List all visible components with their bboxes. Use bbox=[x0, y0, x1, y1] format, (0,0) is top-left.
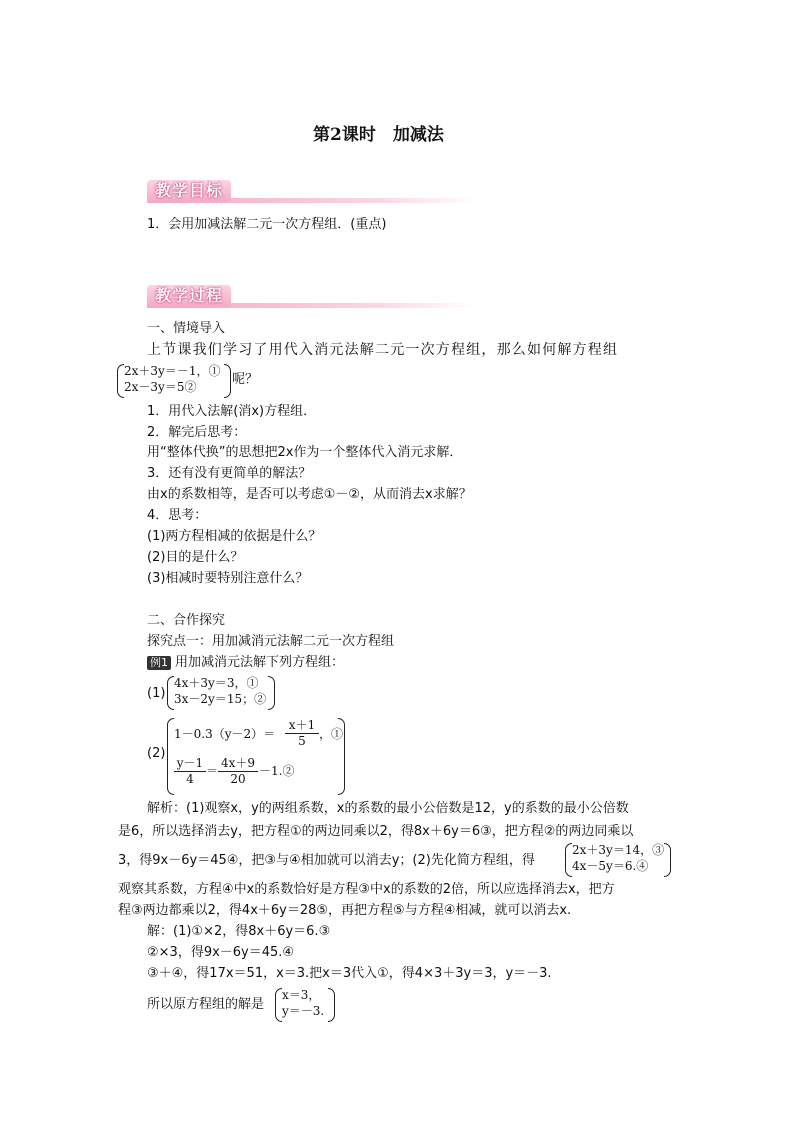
fraction bbox=[285, 718, 319, 749]
question-4-c: (3)相减时要特别注意什么？ bbox=[147, 571, 309, 586]
right-brace bbox=[224, 364, 231, 398]
teaching-process-banner bbox=[147, 285, 475, 311]
solution-y: y＝－3. bbox=[282, 1004, 325, 1018]
question-1: 1．用代入法解(消x)方程组． bbox=[147, 404, 317, 419]
system-tail: 呢？ bbox=[232, 372, 259, 387]
question-3: 3．还有没有更简单的解法？ bbox=[147, 466, 312, 481]
section-heading-intro: 一、情境导入 bbox=[147, 321, 226, 336]
fraction bbox=[174, 756, 206, 787]
solution-line-3: ③＋④，得17x＝51，x＝3.把x＝3代入①，得4×3＋3y＝3，y＝－3. bbox=[147, 966, 552, 981]
fraction-numerator: 4x＋9 bbox=[218, 756, 258, 772]
section-heading-explore: 二、合作探究 bbox=[147, 613, 226, 628]
fraction-denominator: 4 bbox=[186, 772, 194, 786]
left-brace bbox=[117, 364, 124, 398]
analysis-line-1: 解析：(1)观察x，y的两组系数，x的系数的最小公倍数是12，y的系数的最小公倍数 bbox=[147, 801, 629, 816]
problem-2-eq2-tail: －1.② bbox=[259, 764, 295, 778]
example-line bbox=[147, 654, 344, 672]
analysis-system-eq1: 2x＋3y＝14，③ bbox=[572, 843, 665, 857]
question-4-b: (2)目的是什么？ bbox=[147, 550, 244, 565]
explore-point: 探究点一：用加减消元法解二元一次方程组 bbox=[147, 634, 395, 649]
analysis-line-3: 3，得9x－6y＝45④，把③与④相加就可以消去y；(2)先化简方程组，得 bbox=[118, 853, 535, 868]
banner-label: 教学过程 bbox=[147, 285, 231, 307]
solution-x: x＝3， bbox=[282, 988, 321, 1002]
fraction-numerator: y－1 bbox=[174, 756, 206, 772]
problem-2-eq1-left: 1－0.3（y－2）＝ bbox=[174, 727, 276, 741]
analysis-line-4: 观察其系数，方程④中x的系数恰好是方程③中x的系数的2倍，所以应选择消去x，把方 bbox=[118, 882, 615, 897]
question-2: 2．解完后思考： bbox=[147, 425, 247, 440]
equals-sign: ＝ bbox=[206, 764, 219, 778]
question-4-a: (1)两方程相减的依据是什么？ bbox=[147, 529, 322, 544]
question-3-text: 由x的系数相等，是否可以考虑①－②，从而消去x求解？ bbox=[147, 487, 472, 502]
left-brace bbox=[167, 676, 174, 710]
problem-2-eq1-tail: ，① bbox=[319, 727, 344, 741]
problem-1-eq2: 3x－2y＝15；② bbox=[174, 692, 267, 706]
analysis-line-2: 是6，所以选择消去y，把方程①的两边同乘以2，得8x＋6y＝6③，把方程②的两边同乘以 bbox=[118, 824, 634, 839]
left-brace bbox=[565, 843, 572, 877]
fraction-denominator: 5 bbox=[298, 734, 306, 748]
fraction-numerator: x＋1 bbox=[285, 718, 319, 734]
problem-2-label: (2) bbox=[147, 746, 166, 761]
banner-label: 教学目标 bbox=[147, 180, 231, 202]
solution-line-4: 所以原方程组的解是 bbox=[147, 997, 265, 1012]
left-brace bbox=[275, 988, 282, 1022]
example-badge: 例1 bbox=[147, 656, 171, 670]
goal-item: 1．会用加减法解二元一次方程组．(重点) bbox=[147, 217, 387, 232]
left-brace bbox=[167, 718, 174, 795]
problem-1-label: (1) bbox=[147, 686, 166, 701]
right-brace bbox=[338, 718, 345, 795]
intro-line: 上节课我们学习了用代入消元法解二元一次方程组，那么如何解方程组 bbox=[147, 342, 619, 358]
question-2-text: 用“整体代换”的思想把2x作为一个整体代入消元求解． bbox=[147, 445, 463, 460]
example-text: 用加减消元法解下列方程组： bbox=[175, 655, 345, 670]
analysis-line-5: 程③两边都乘以2，得4x＋6y＝28⑤，再把方程⑤与方程④相减，就可以消去x. bbox=[118, 903, 572, 918]
solution-line-1: 解：(1)①×2，得8x＋6y＝6.③ bbox=[147, 924, 331, 939]
question-4: 4．思考： bbox=[147, 508, 208, 523]
page-title: 第2课时 加减法 bbox=[313, 125, 444, 145]
right-brace bbox=[268, 676, 275, 710]
right-brace bbox=[664, 843, 671, 877]
system-equation-1: 2x＋3y＝－1，① bbox=[124, 364, 221, 378]
system-equation-2: 2x－3y＝5② bbox=[124, 380, 197, 394]
right-brace bbox=[328, 988, 335, 1022]
problem-1-eq1: 4x＋3y＝3，① bbox=[174, 676, 259, 690]
analysis-system-eq2: 4x－5y＝6.④ bbox=[572, 859, 649, 873]
fraction bbox=[218, 756, 258, 787]
solution-line-2: ②×3，得9x－6y＝45.④ bbox=[147, 945, 295, 960]
fraction-denominator: 20 bbox=[230, 772, 246, 786]
teaching-goal-banner bbox=[147, 180, 475, 206]
